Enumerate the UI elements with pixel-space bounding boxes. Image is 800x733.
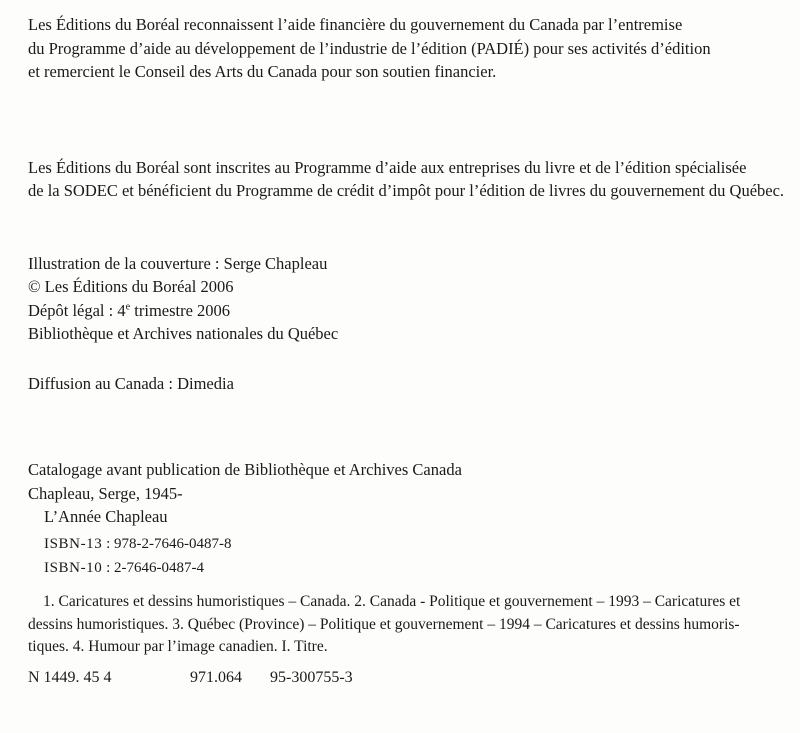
legal-deposit-line (28, 299, 774, 323)
cataloguing-heading (28, 458, 774, 482)
isbn-separator: : (102, 536, 115, 552)
copyright-notice: © Les Éditions du Boréal 2006 (28, 277, 234, 296)
catalog-subjects-paragraph (28, 591, 774, 659)
isbn10-line (44, 557, 774, 581)
paragraph-line: et remercient le Conseil des Arts du Canada pour son soutien financier. (28, 62, 497, 81)
isbn13-label: ISBN-13 (44, 536, 103, 552)
paragraph-line: du Programme d’aide au développement de l’industrie de l’édition (PADIÉ) pour ses activités d’édition (28, 38, 711, 58)
isbn13-value: 978-2-7646-0487-8 (114, 536, 232, 552)
cover-illustration-credit (28, 252, 774, 276)
isbn13-line (44, 533, 774, 557)
distribution-text: Diffusion au Canada : Dimedia (28, 373, 234, 393)
copyright-block (28, 275, 774, 346)
paragraph-line: Les Éditions du Boréal sont inscrites au Programme d’aide aux entreprises du livre et de l’édition spécialisée (28, 157, 747, 177)
isbn-separator: : (102, 559, 115, 576)
catalog-entry (28, 482, 774, 581)
canada-funding-paragraph (28, 13, 774, 84)
dewey-number: 971.064 (190, 668, 242, 686)
isbn10-label: ISBN-10 (44, 559, 103, 576)
paragraph-line: de la SODEC et bénéficient du Programme de crédit d’impôt pour l’édition de livres du gouvernement du Québec. (28, 181, 785, 200)
catalog-author: Chapleau, Serge, 1945- (28, 483, 183, 503)
heading-text: Catalogage avant publication de Bibliothèque et Archives Canada (28, 460, 462, 479)
quebec-funding-paragraph (28, 156, 785, 203)
national-library-line: Bibliothèque et Archives nationales du Québec (28, 324, 339, 343)
credit-line: Illustration de la couverture : Serge Chapleau (28, 253, 328, 273)
catalog-numbers-line (28, 669, 774, 693)
lc-call-number: N 1449. 45 4 (28, 668, 112, 686)
catalog-title: L’Année Chapleau (44, 507, 168, 526)
subjects-line: tiques. 4. Humour par l’image canadien. I. Titre. (28, 638, 328, 655)
subjects-line: 1. Caricatures et dessins humoristiques – Canada. 2. Canada - Politique et gouvernement – 1993 – Caricatures et (43, 593, 741, 610)
legal-deposit-text: Dépôt légal : 4 (28, 300, 126, 320)
control-number: 95-300755-3 (270, 668, 353, 686)
legal-deposit-text: trimestre 2006 (130, 300, 231, 320)
ordinal-superscript: e (125, 301, 131, 312)
distribution-line (28, 372, 774, 396)
paragraph-line: Les Éditions du Boréal reconnaissent l’aide financière du gouvernement du Canada par l’entremise (28, 15, 683, 34)
isbn10-value: 2-7646-0487-4 (114, 559, 205, 576)
subjects-line: dessins humoristiques. 3. Québec (Province) – Politique et gouvernement – 1994 – Caricatures et dessins humoris- (28, 615, 740, 633)
